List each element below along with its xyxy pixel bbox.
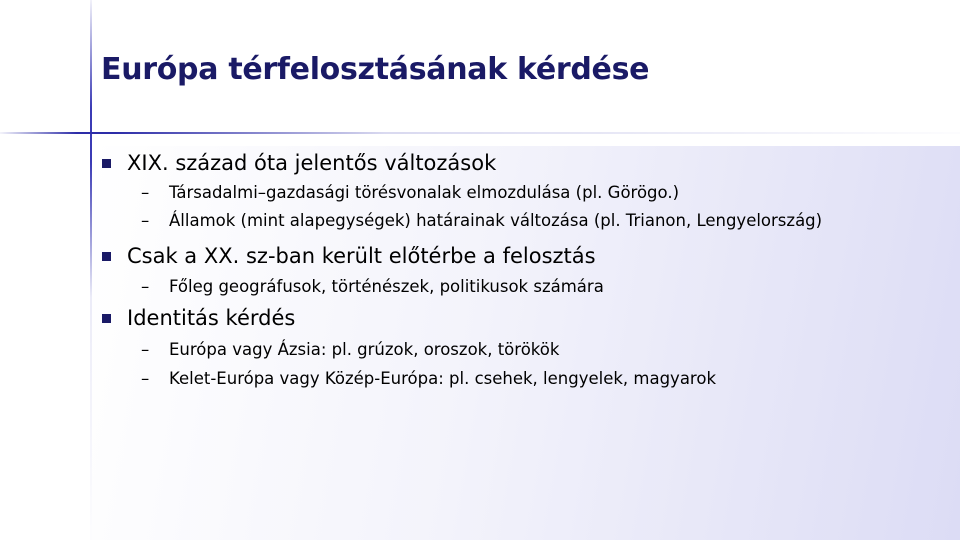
vertical-accent-line bbox=[90, 0, 92, 540]
dash-marker: – bbox=[141, 183, 150, 202]
sub-bullet-text: Kelet-Európa vagy Közép-Európa: pl. csehek, lengyelek, magyarok bbox=[169, 369, 717, 388]
bullet-item bbox=[102, 306, 295, 330]
square-bullet-icon bbox=[102, 252, 111, 261]
sub-bullet-item bbox=[141, 211, 822, 230]
sub-bullet-text: Európa vagy Ázsia: pl. grúzok, oroszok, törökök bbox=[169, 340, 560, 359]
sub-bullet-text: Főleg geográfusok, történészek, politikusok számára bbox=[169, 277, 604, 296]
dash-marker: – bbox=[141, 369, 150, 388]
sub-bullet-item bbox=[141, 277, 604, 296]
sub-bullet-text: Államok (mint alapegységek) határainak változása (pl. Trianon, Lengyelország) bbox=[169, 211, 823, 230]
dash-marker: – bbox=[141, 211, 150, 230]
bullet-text: XIX. század óta jelentős változások bbox=[127, 151, 497, 175]
dash-marker: – bbox=[141, 277, 150, 296]
horizontal-accent-line bbox=[0, 132, 960, 134]
bullet-text: Csak a XX. sz-ban került előtérbe a felosztás bbox=[127, 244, 596, 268]
bullet-item bbox=[102, 244, 596, 268]
dash-marker: – bbox=[141, 340, 150, 359]
slide-title: Európa térfelosztásának kérdése bbox=[101, 52, 650, 87]
square-bullet-icon bbox=[102, 159, 111, 168]
square-bullet-icon bbox=[102, 314, 111, 323]
sub-bullet-text: Társadalmi–gazdasági törésvonalak elmozdulása (pl. Görögo.) bbox=[169, 183, 680, 202]
sub-bullet-item bbox=[141, 369, 716, 388]
bullet-text: Identitás kérdés bbox=[127, 306, 296, 330]
sub-bullet-item bbox=[141, 340, 559, 359]
bullet-item bbox=[102, 151, 496, 175]
sub-bullet-item bbox=[141, 183, 679, 202]
